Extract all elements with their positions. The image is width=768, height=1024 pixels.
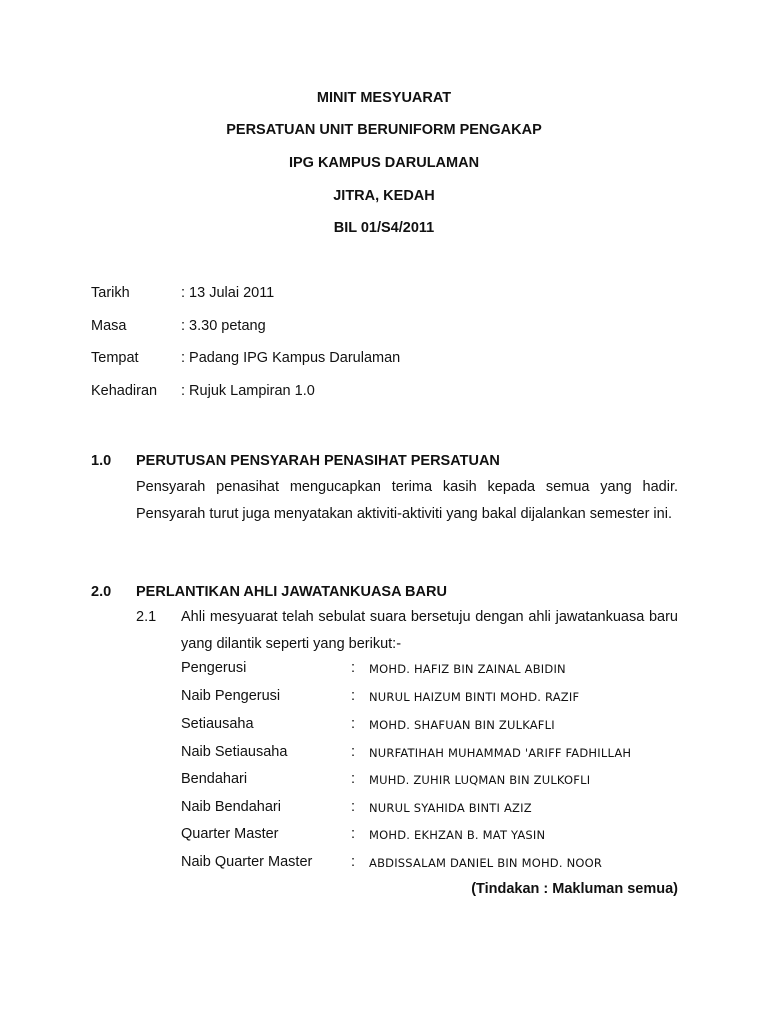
committee-colon: :	[351, 744, 356, 760]
header-title: MINIT MESYUARAT	[316, 90, 452, 106]
info-label: Masa	[91, 318, 127, 334]
info-value: : Padang IPG Kampus Darulaman	[181, 350, 401, 366]
committee-name: NURUL HAIZUM BINTI MOHD. RAZIF	[369, 690, 580, 704]
committee-row	[181, 771, 681, 791]
section-2-title: PERLANTIKAN AHLI JAWATANKUASA BARU	[136, 584, 447, 600]
section-1-title: PERUTUSAN PENSYARAH PENASIHAT PERSATUAN	[136, 453, 500, 469]
committee-row	[181, 744, 681, 764]
committee-row	[181, 660, 681, 680]
header-organization: PERSATUAN UNIT BERUNIFORM PENGAKAP	[226, 122, 542, 138]
committee-role: Quarter Master	[181, 826, 279, 842]
committee-role: Naib Bendahari	[181, 799, 281, 815]
committee-role: Setiausaha	[181, 716, 254, 732]
committee-role: Naib Setiausaha	[181, 744, 288, 760]
committee-row	[181, 716, 681, 736]
committee-colon: :	[351, 771, 356, 787]
committee-colon: :	[351, 826, 356, 842]
info-label: Kehadiran	[91, 383, 158, 399]
committee-name: NURFATIHAH MUHAMMAD 'ARIFF FADHILLAH	[369, 746, 632, 760]
section-1-number: 1.0	[91, 453, 112, 469]
info-value: : 3.30 petang	[181, 318, 266, 334]
committee-name: MOHD. EKHZAN B. MAT YASIN	[369, 828, 546, 842]
committee-row	[181, 688, 681, 708]
subsection-2-1-text: Ahli mesyuarat telah sebulat suara bersetuju dengan ahli jawatankuasa baru yang dilantik seperti yang berikut:-	[181, 609, 678, 652]
subsection-2-1-number: 2.1	[136, 609, 157, 625]
action-note: (Tindakan : Makluman semua)	[471, 881, 678, 897]
committee-role: Naib Pengerusi	[181, 688, 281, 704]
committee-name: NURUL SYAHIDA BINTI AZIZ	[369, 801, 532, 815]
committee-row	[181, 826, 681, 846]
committee-row	[181, 799, 681, 819]
header-reference-number: BIL 01/S4/2011	[333, 220, 435, 236]
committee-colon: :	[351, 660, 356, 676]
committee-name: MOHD. HAFIZ BIN ZAINAL ABIDIN	[369, 662, 566, 676]
header-location: JITRA, KEDAH	[333, 188, 435, 204]
committee-name: MUHD. ZUHIR LUQMAN BIN ZULKOFLI	[369, 773, 591, 787]
committee-colon: :	[351, 688, 356, 704]
section-1-body: Pensyarah penasihat mengucapkan terima kasih kepada semua yang hadir. Pensyarah turut juga menyatakan aktiviti-aktiviti yang bakal dijalankan semester ini.	[136, 479, 678, 522]
info-label: Tempat	[91, 350, 139, 366]
info-value: : 13 Julai 2011	[181, 285, 275, 301]
info-label: Tarikh	[91, 285, 130, 301]
committee-name: MOHD. SHAFUAN BIN ZULKAFLI	[369, 718, 555, 732]
info-value: : Rujuk Lampiran 1.0	[181, 383, 315, 399]
committee-role: Bendahari	[181, 771, 248, 787]
header-campus: IPG KAMPUS DARULAMAN	[288, 155, 480, 171]
committee-colon: :	[351, 716, 356, 732]
committee-colon: :	[351, 799, 356, 815]
committee-name: ABDISSALAM DANIEL BIN MOHD. NOOR	[369, 856, 603, 870]
committee-role: Pengerusi	[181, 660, 247, 676]
committee-colon: :	[351, 854, 356, 870]
committee-role: Naib Quarter Master	[181, 854, 313, 870]
committee-row	[181, 854, 681, 874]
section-2-number: 2.0	[91, 584, 112, 600]
